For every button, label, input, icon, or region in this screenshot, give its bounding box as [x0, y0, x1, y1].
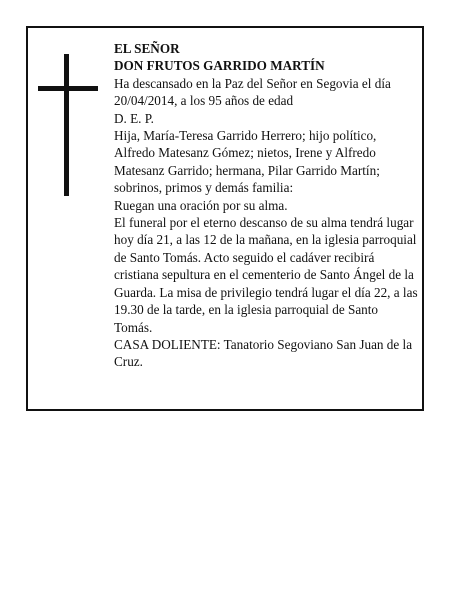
rest-in-peace: D. E. P.	[114, 110, 154, 126]
title-line-1: EL SEÑOR	[114, 41, 180, 56]
cross-horizontal-bar	[38, 86, 98, 91]
cross-vertical-bar	[64, 54, 69, 196]
obituary-text	[114, 40, 419, 371]
death-announcement: Ha descansado en la Paz del Señor en Segovia el día 20/04/2014, a los 95 años de edad	[114, 75, 391, 109]
funeral-home: CASA DOLIENTE: Tanatorio Segoviano San Juan de la Cruz.	[114, 336, 413, 370]
funeral-details: El funeral por el eterno descanso de su alma tendrá lugar hoy día 21, a las 12 de la mañana, en la iglesia parroquial de Santo Tomás. Acto seguido el cadáver recibirá cristiana sepultura en el cementerio de Santo Ángel de la Guarda. La misa de privilegio tendrá lugar el día 22, a las 19.30 de la tarde, en la iglesia parroquial de Santo Tomás.	[114, 215, 418, 335]
prayer-request: Ruegan una oración por su alma.	[114, 197, 288, 213]
cross-icon	[38, 54, 98, 196]
deceased-name: DON FRUTOS GARRIDO MARTÍN	[114, 58, 325, 74]
family-members: Hija, María-Teresa Garrido Herrero; hijo político, Alfredo Matesanz Gómez; nietos, Irene y Alfredo Matesanz Garrido; hermana, Pilar Garrido Martín; sobrinos, primos y demás familia:	[114, 128, 380, 196]
